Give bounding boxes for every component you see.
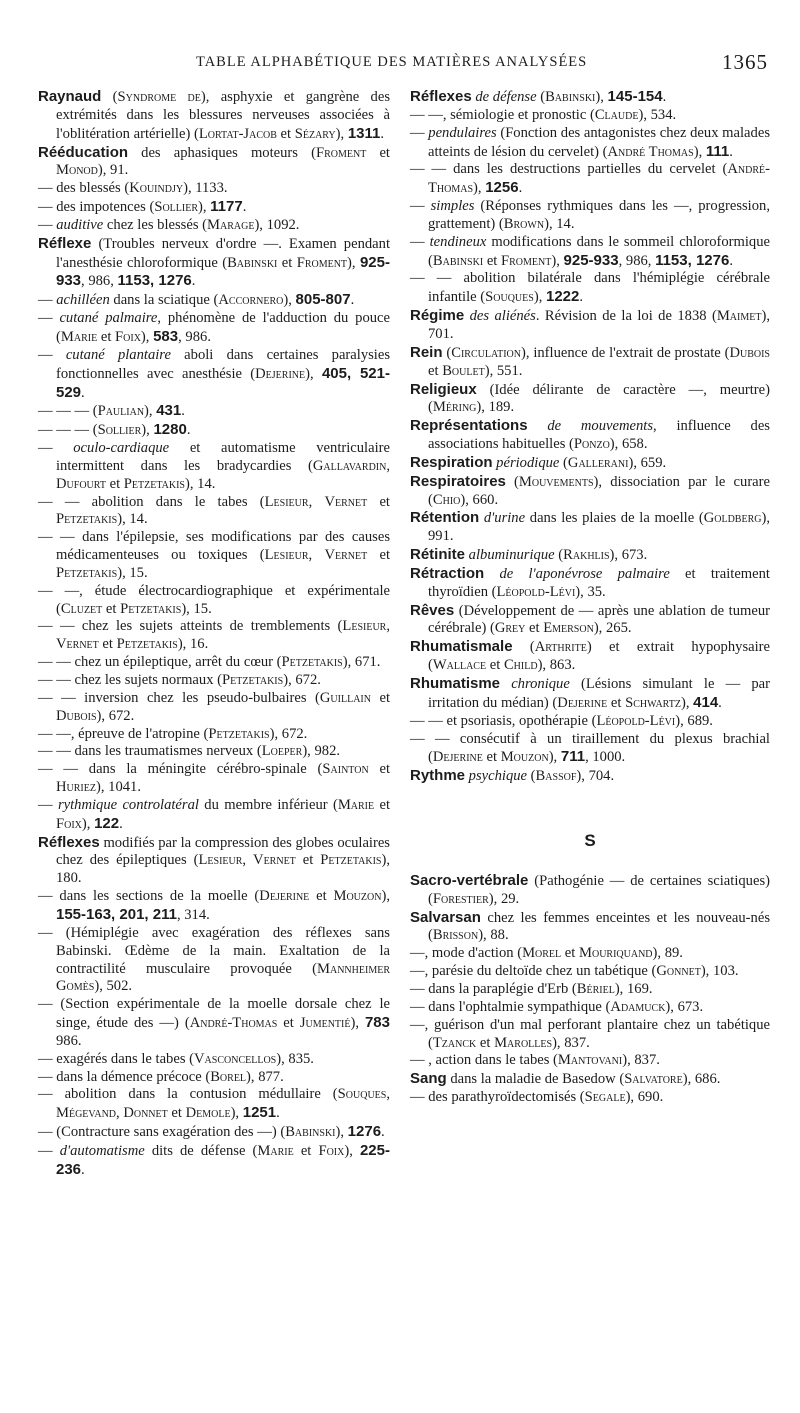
index-entry: — —, épreuve de l'atropine (Petzetakis), 672. <box>38 725 308 742</box>
index-entry: — (Section expérimentale de la moelle dorsale chez le singe, étude des —) (André-Thomas et Jumentié), 783 986. <box>38 996 390 1049</box>
index-entry: — (Contracture sans exagération des —) (Babinski), 1276. <box>38 1123 385 1141</box>
index-entry: — , action dans le tabes (Mantovani), 837. <box>410 1052 660 1069</box>
index-entry: — dans l'ophtalmie sympathique (Adamuck), 673. <box>410 998 704 1015</box>
index-entry: — dans la démence précoce (Borel), 877. <box>38 1068 284 1085</box>
index-entry: — —, sémiologie et pronostic (Claude), 534. <box>410 106 677 123</box>
index-entry: — — chez un épileptique, arrêt du cœur (Petzetakis), 671. <box>38 654 381 671</box>
index-entry: — des parathyroïdectomisés (Segale), 690. <box>410 1089 664 1106</box>
index-entry: — — inversion chez les pseudo-bulbaires (Guillain et Dubois), 672. <box>38 689 390 724</box>
index-entry: — (Hémiplégie avec exagération des réflexes sans Babinski. Œdème de la main. Exaltation de la contractilité musculaire provoquée (Mannheimer Gomès), 502. <box>38 924 390 995</box>
index-entry: — cutané palmaire, phénomène de l'adduction du pouce (Marie et Foix), 583, 986. <box>38 310 391 345</box>
index-entry: — — et psoriasis, opothérapie (Léopold-Lévi), 689. <box>410 712 713 729</box>
left-column <box>38 88 390 1180</box>
index-entry: — dans les sections de la moelle (Dejerine et Mouzon), 155-163, 201, 211, 314. <box>38 888 390 923</box>
index-entry: Rétraction de l'aponévrose palmaire et traitement thyroïdien (Léopold-Lévi), 35. <box>410 564 770 600</box>
index-entry: —, guérison d'un mal perforant plantaire chez un tabétique (Tzanck et Marolles), 837. <box>410 1016 770 1051</box>
right-column <box>410 88 770 1107</box>
index-entry: — —, étude électrocardiographique et expérimentale (Cluzet et Petzetakis), 15. <box>38 582 390 617</box>
index-entry: Réflexe (Troubles nerveux d'ordre —. Examen pendant l'anesthésie chloroformique (Babinski et Froment), 925-933, 986, 1153, 1276. <box>38 234 390 290</box>
index-entry: Rhumatismale (Arthrite) et extrait hypophysaire (Wallace et Child), 863. <box>410 638 770 674</box>
index-entry: — cutané plantaire aboli dans certaines paralysies fonctionnelles avec anesthésie (Dejerine), 405, 521-529. <box>38 346 391 401</box>
running-header <box>196 50 768 74</box>
index-entry: Sang dans la maladie de Basedow (Salvatore), 686. <box>410 1070 721 1088</box>
index-entry: — — dans l'épilepsie, ses modifications par des causes médicamenteuses ou toxiques (Lesieur, Vernet et Petzetakis), 15. <box>38 529 390 581</box>
index-entry: — simples (Réponses rythmiques dans les —, progression, grattement) (Brown), 14. <box>410 198 770 232</box>
index-entry: — — abolition dans le tabes (Lesieur, Vernet et Petzetakis), 14. <box>38 493 390 528</box>
index-entry: — achilléen dans la sciatique (Accornero), 805-807. <box>38 291 355 309</box>
index-entry: — — abolition bilatérale dans l'hémiplégie cérébrale infantile (Souques), 1222. <box>410 270 770 306</box>
index-entry: Religieux (Idée délirante de caractère —, meurtre) (Méring), 189. <box>410 380 770 416</box>
index-entry: — auditive chez les blessés (Marage), 1092. <box>38 216 300 233</box>
index-entry: — oculo-cardiaque et automatisme ventriculaire intermittent dans les bradycardies (Gallavardin, Dufourt et Petzetakis), 14. <box>38 440 390 492</box>
index-entry: Rhumatisme chronique (Lésions simulant le — par irritation du médian) (Dejerine et Schwartz), 414. <box>410 675 770 711</box>
index-entry: — pendulaires (Fonction des antagonistes chez deux malades atteints de lésion du cervelet) (André Thomas), 111. <box>410 124 770 160</box>
index-entry: — — dans la méningite cérébro-spinale (Sainton et Huriez), 1041. <box>38 761 390 796</box>
index-entry: — d'automatisme dits de défense (Marie et Foix), 225-236. <box>38 1141 390 1178</box>
index-entry: — abolition dans la contusion médullaire (Souques, Mégevand, Donnet et Demole), 1251. <box>38 1086 390 1122</box>
index-entry: — des blessés (Kouindjy), 1133. <box>38 180 228 197</box>
index-entry: —, mode d'action (Morel et Mouriquand), 89. <box>410 945 683 962</box>
index-entry: — — chez les sujets normaux (Petzetakis), 672. <box>38 672 321 688</box>
index-entry: —, parésie du deltoïde chez un tabétique (Gonnet), 103. <box>410 963 739 980</box>
index-entry: Réflexes modifiés par la compression des globes oculaires chez des épileptiques (Lesieur, Vernet et Petzetakis), 180. <box>38 833 390 887</box>
index-entry: — — consécutif à un tiraillement du plexus brachial (Dejerine et Mouzon), 711, 1000. <box>410 730 770 766</box>
section-letter: S <box>584 831 596 851</box>
running-title: TABLE ALPHABÉTIQUE DES MATIÈRES ANALYSÉES <box>196 54 588 70</box>
index-entry: Salvarsan chez les femmes enceintes et les nouveau-nés (Brisson), 88. <box>410 908 770 944</box>
s-entries <box>410 872 770 1107</box>
index-entry: Représentations de mouvements, influence des associations habituelles (Ponzo), 658. <box>410 417 770 453</box>
index-entry: — rythmique controlatéral du membre inférieur (Marie et Foix), 122. <box>38 796 390 832</box>
index-entry: Rein (Circulation), influence de l'extrait de prostate (Dubois et Boulet), 551. <box>410 343 770 379</box>
index-entry: Raynaud (Syndrome de), asphyxie et gangrène des extrémités dans les blessures nerveuses associées à l'oblitération artérielle) (Lortat-Jacob et Sézary), 1311. <box>38 88 390 142</box>
index-entry: — — chez les sujets atteints de tremblements (Lesieur, Vernet et Petzetakis), 16. <box>38 618 390 653</box>
index-entry: — — — (Paulian), 431. <box>38 402 185 420</box>
index-entry: Rétention d'urine dans les plaies de la moelle (Goldberg), 991. <box>410 509 770 545</box>
index-entry: Rétinite albuminurique (Rakhlis), 673. <box>410 546 648 564</box>
index-entry: Régime des aliénés. Révision de la loi de 1838 (Maimet), 701. <box>410 307 770 342</box>
page-number: 1365 <box>722 50 768 74</box>
index-entry: — tendineux modifications dans le sommeil chloroformique (Babinski et Froment), 925-933, 986, 1153, 1276. <box>410 233 770 269</box>
index-entry: Sacro-vertébrale (Pathogénie — de certaines sciatiques) (Forestier), 29. <box>410 871 770 907</box>
index-entry: Rêves (Développement de — après une ablation de tumeur cérébrale) (Grey et Emerson), 265. <box>410 601 770 637</box>
index-entry: — — dans les traumatismes nerveux (Loeper), 982. <box>38 743 341 760</box>
index-entry: — dans la paraplégie d'Erb (Bériel), 169. <box>410 980 653 997</box>
r-entries <box>410 88 770 786</box>
index-entry: Respiration périodique (Gallerani), 659. <box>410 453 667 471</box>
index-entry: — — dans les destructions partielles du cervelet (André-Thomas), 1256. <box>410 161 770 197</box>
index-entry: Rééducation des aphasiques moteurs (Froment et Monod), 91. <box>38 143 390 179</box>
index-entry: — exagérés dans le tabes (Vasconcellos), 835. <box>38 1050 314 1067</box>
index-entry: — des impotences (Sollier), 1177. <box>38 198 247 216</box>
index-entry: Rythme psychique (Bassof), 704. <box>410 767 615 785</box>
index-entry: — — — (Sollier), 1280. <box>38 421 191 439</box>
index-entry: Réflexes de défense (Babinski), 145-154. <box>410 88 667 105</box>
index-entry: Respiratoires (Mouvements), dissociation par le curare (Chio), 660. <box>410 472 770 508</box>
